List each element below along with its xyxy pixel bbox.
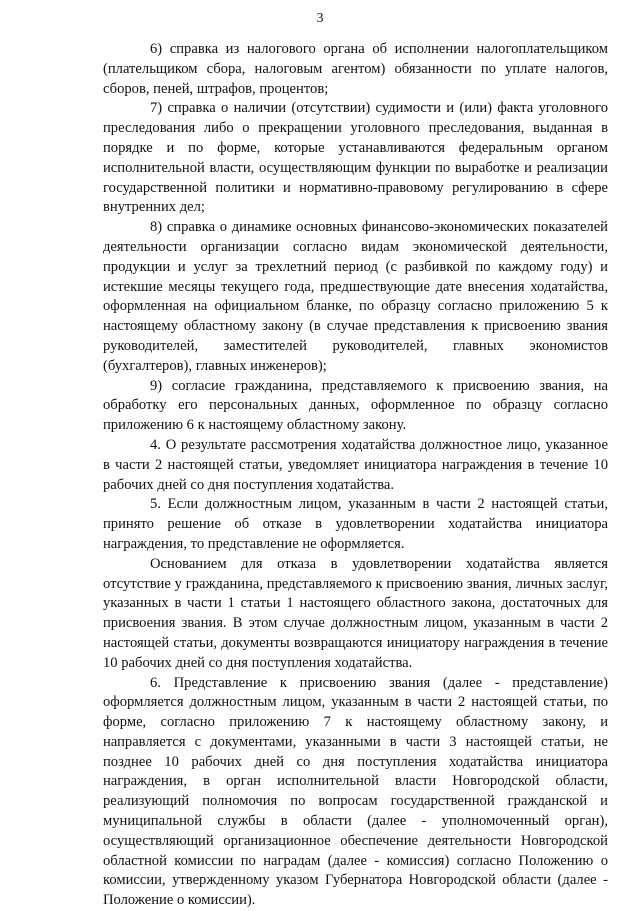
paragraph-item-6: 6) справка из налогового органа об исполнении налогоплательщиком (плательщиком сбора, налоговым агентом) обязанности по уплате налогов, сборов, пеней, штрафов, процентов; bbox=[103, 40, 608, 99]
paragraph-item-7: 7) справка о наличии (отсутствии) судимости и (или) факта уголовного преследования либо о прекращении уголовного преследования, выданная в порядке и по форме, которые устанавливаются федеральным органом исполнительной власти, осуществляющим функции по выработке и реализации государственной политики и нормативно-правовому регулированию в сфере внутренних дел; bbox=[103, 99, 608, 218]
paragraph-part-5: 5. Если должностным лицом, указанным в части 2 настоящей статьи, принято решение об отказе в удовлетворении ходатайства инициатора награждения, то представление не оформляется. bbox=[103, 495, 608, 554]
paragraph-part-6: 6. Представление к присвоению звания (далее - представление) оформляется должностным лицом, указанным в части 2 настоящей статьи, по форме, согласно приложению 7 к настоящему областному закону, и направляется с документами, указанными в части 3 настоящей статьи, не позднее 10 рабочих дней со дня поступления ходатайства инициатора награждения, в орган исполнительной власти Новгородской области, реализующий полномочия по вопросам государственной гражданской и муниципальной службы в области (далее - уполномоченный орган), осуществляющий организационное обеспечение деятельности Новгородской областной комиссии по наградам (далее - комиссия) согласно Положению о комиссии, утвержденному указом Губернатора Новгородской области (далее - Положение о комиссии). bbox=[103, 674, 608, 911]
paragraph-item-9: 9) согласие гражданина, представляемого к присвоению звания, на обработку его персональных данных, оформленное по образцу согласно приложению 6 к настоящему областному закону. bbox=[103, 377, 608, 436]
paragraph-item-8: 8) справка о динамике основных финансово-экономических показателей деятельности организации согласно видам экономической деятельности, продукции и услуг за трехлетний период (с разбивкой по каждому году) и истекшие месяцы текущего года, предшествующие дате внесения ходатайства, оформленная на официальном бланке, по образцу согласно приложению 5 к настоящему областному закону (в случае представления к присвоению звания руководителей, заместителей руководителей, главных экономистов (бухгалтеров), главных инженеров); bbox=[103, 218, 608, 376]
paragraph-refusal-grounds: Основанием для отказа в удовлетворении ходатайства является отсутствие у гражданина, представляемого к присвоению звания, личных заслуг, указанных в части 1 статьи 1 настоящего областного закона, достаточных для присвоения звания. В этом случае должностным лицом, указанным в части 2 настоящей статьи, документы возвращаются инициатору награждения в течение 10 рабочих дней со дня поступления ходатайства. bbox=[103, 555, 608, 674]
paragraph-part-4: 4. О результате рассмотрения ходатайства должностное лицо, указанное в части 2 настоящей статьи, уведомляет инициатора награждения в течение 10 рабочих дней со дня поступления ходатайства. bbox=[103, 436, 608, 495]
document-body bbox=[103, 40, 608, 911]
page-number: 3 bbox=[0, 10, 640, 28]
